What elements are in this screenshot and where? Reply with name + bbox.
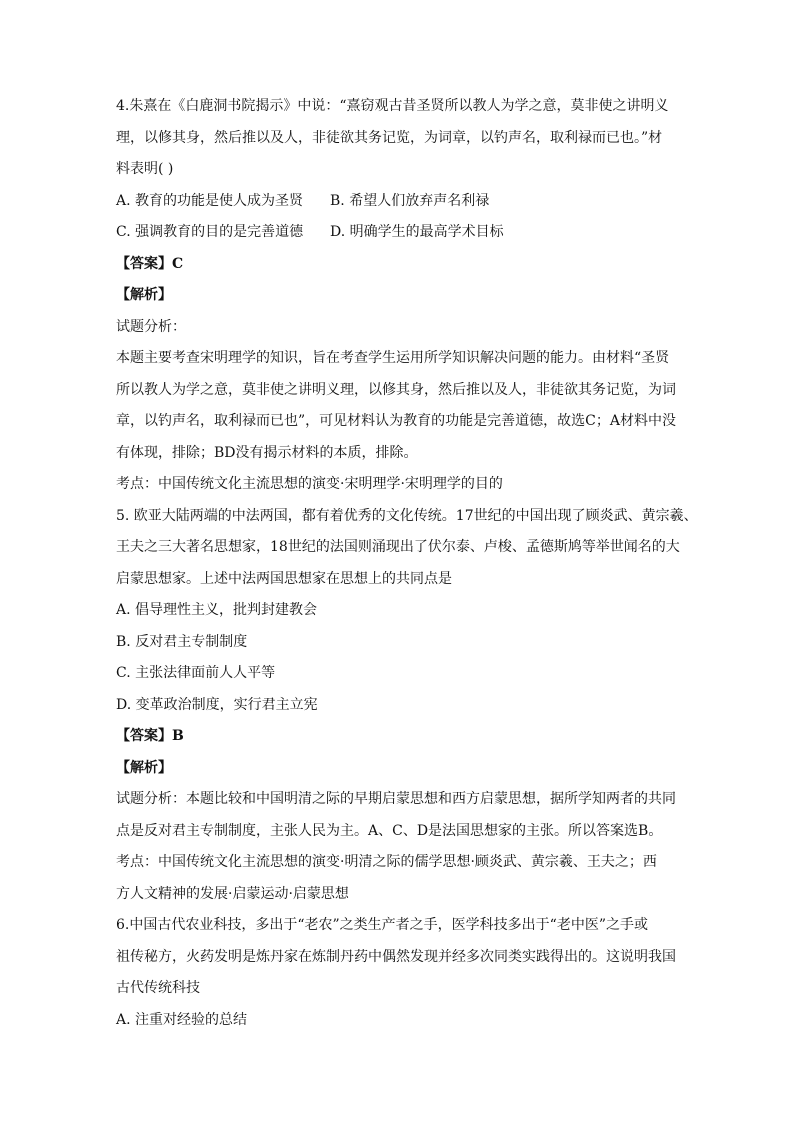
q4-analysis-line: 章，以钓声名，取利禄而已也”，可见材料认为教育的功能是完善道德，故选C；A材料中没 xyxy=(116,413,676,429)
q5-option-a: A. 倡导理性主义，批判封建教会 xyxy=(116,602,318,618)
q6-option-a: A. 注重对经验的总结 xyxy=(116,1011,248,1028)
q5-stem-line: 启蒙思想家。上述中法两国思想家在思想上的共同点是 xyxy=(116,570,452,587)
q6-stem-line: 祖传秘方，火药发明是炼丹家在炼制丹药中偶然发现并经多次同类实践得出的。这说明我国 xyxy=(116,948,676,965)
q4-option-d: D. 明确学生的最高学术目标 xyxy=(330,224,504,240)
q4-analysis-line: 有体现，排除；BD没有揭示材料的本质，排除。 xyxy=(116,444,418,461)
q4-stem-line: 4.朱熹在《白鹿洞书院揭示》中说：“熹窃观古昔圣贤所以教人为学之意，莫非使之讲明义 xyxy=(116,98,669,114)
q5-option-c: C. 主张法律面前人人平等 xyxy=(116,665,276,681)
q5-stem-line: 5. 欧亚大陆两端的中法两国，都有着优秀的文化传统。17世纪的中国出现了顾炎武、黄宗羲、 xyxy=(116,507,698,524)
q4-analysis-label: 【解析】 xyxy=(116,287,172,303)
q4-options-row xyxy=(116,191,676,223)
q4-analysis-intro: 试题分析： xyxy=(116,318,186,335)
q5-points-line: 方人文精神的发展·启蒙运动·启蒙思想 xyxy=(116,885,349,902)
q4-analysis-line: 本题主要考查宋明理学的知识，旨在考查学生运用所学知识解决问题的能力。由材料“圣贤 xyxy=(116,350,670,366)
q6-stem-line: 古代传统科技 xyxy=(116,980,200,996)
q4-option-b: B. 希望人们放弃声名利禄 xyxy=(330,192,490,209)
q4-analysis-line: 所以教人为学之意，莫非使之讲明义理，以修其身，然后推以及人，非徒欲其务记览，为词 xyxy=(116,381,676,398)
q5-stem-line: 王夫之三大著名思想家，18世纪的法国则涌现出了伏尔泰、卢梭、孟德斯鸠等举世闻名的大 xyxy=(116,539,680,555)
exam-page xyxy=(116,96,698,1041)
q4-option-a: A. 教育的功能是使人成为圣贤 xyxy=(116,192,304,209)
q4-options-row xyxy=(116,222,676,254)
q4-option-c: C. 强调教育的目的是完善道德 xyxy=(116,224,304,240)
q5-answer: 【答案】B xyxy=(116,728,184,744)
q4-points: 考点：中国传统文化主流思想的演变·宋明理学·宋明理学的目的 xyxy=(116,476,503,492)
q5-points-line: 考点：中国传统文化主流思想的演变·明清之际的儒学思想·顾炎武、黄宗羲、王夫之；西 xyxy=(116,854,657,870)
q5-option-b: B. 反对君主专制制度 xyxy=(116,633,248,650)
q4-answer: 【答案】C xyxy=(116,255,184,272)
q4-stem-line: 料表明( ) xyxy=(116,161,174,177)
q5-analysis-line: 点是反对君主专制制度，主张人民为主。A、C、D是法国思想家的主张。所以答案选B。 xyxy=(116,822,663,839)
q5-option-d: D. 变革政治制度，实行君主立宪 xyxy=(116,696,318,713)
q5-analysis-line: 试题分析：本题比较和中国明清之际的早期启蒙思想和西方启蒙思想，据所学知两者的共同 xyxy=(116,791,676,807)
q6-stem-line: 6.中国古代农业科技，多出于“老农”之类生产者之手，医学科技多出于“老中医”之手或 xyxy=(116,917,648,933)
q5-analysis-label: 【解析】 xyxy=(116,759,172,776)
q4-stem-line: 理，以修其身，然后推以及人，非徒欲其务记览，为词章，以钓声名，取利禄而已也。”材 xyxy=(116,129,663,146)
